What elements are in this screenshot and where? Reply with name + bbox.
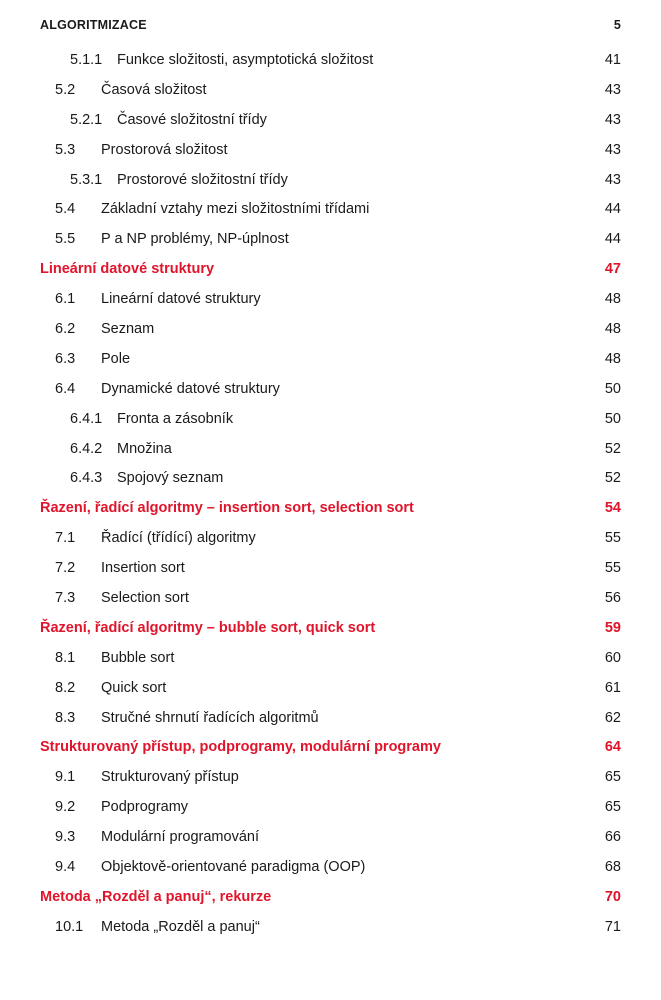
toc-entry-page: 54 [604,500,621,517]
toc-entry-page: 48 [604,291,621,308]
toc-entry-title: Základní vztahy mezi složitostními třídami [101,201,370,218]
toc-entry[interactable] [0,674,661,704]
toc-entry-title: Lineární datové struktury [101,291,261,308]
toc-entry-page: 70 [604,888,621,905]
toc-entry[interactable] [0,405,661,435]
toc-entry[interactable] [0,554,661,584]
toc-entry[interactable] [0,315,661,345]
toc-entry-page: 44 [604,201,621,218]
toc-entry-title: Bubble sort [101,649,175,666]
toc-entry[interactable] [0,195,661,225]
toc-entry-number: 6.4.2 [70,440,103,457]
toc-entry[interactable] [0,584,661,614]
toc-entry-title: Objektově-orientované paradigma (OOP) [101,859,366,876]
toc-chapter-entry[interactable] [0,883,661,913]
toc-entry-page: 62 [604,709,621,726]
toc-entry-number: 5.5 [55,231,76,248]
toc-entry-title: Řazení, řadící algoritmy – bubble sort, quick sort [40,619,376,636]
toc-entry[interactable] [0,136,661,166]
toc-entry-number: 7.2 [55,560,76,577]
page-header [40,16,621,34]
toc-entry-number: 6.4.3 [70,470,103,487]
toc-entry-number: 7.3 [55,590,76,607]
toc-entry-page: 61 [604,679,621,696]
toc-entry-title: Časová složitost [101,81,207,98]
toc-entry[interactable] [0,704,661,734]
toc-entry-page: 41 [604,52,621,68]
toc-entry-number: 5.2 [55,81,76,98]
toc-entry-title: Seznam [101,321,155,338]
toc-entry-title: Modulární programování [101,829,259,846]
toc-entry-title: Selection sort [101,590,189,607]
toc-entry-page: 43 [604,81,621,98]
toc-entry-page: 59 [604,619,621,636]
toc-entry-title: Řadící (třídící) algoritmy [101,530,256,547]
toc-entry-title: Metoda „Rozděl a panuj“, rekurze [40,888,272,905]
toc-entry-number: 6.3 [55,350,76,367]
toc-entry-title: Stručné shrnutí řadících algoritmů [101,709,319,726]
toc-chapter-entry[interactable] [0,614,661,644]
toc-entry-title: Pole [101,350,131,367]
toc-entry-page: 48 [604,350,621,367]
toc-entry[interactable] [0,435,661,465]
toc-entry-number: 6.2 [55,321,76,338]
toc-entry-title: Lineární datové struktury [40,261,215,278]
toc-entry[interactable] [0,763,661,793]
toc-entry-title: Prostorová složitost [101,141,228,158]
toc-entry-number: 5.3.1 [70,171,103,188]
toc-entry[interactable] [0,166,661,196]
toc-chapter-entry[interactable] [0,255,661,285]
toc-entry-number: 9.4 [55,859,76,876]
toc-entry-page: 43 [604,111,621,128]
toc-entry[interactable] [0,913,661,943]
toc-entry-title: P a NP problémy, NP-úplnost [101,231,289,248]
toc-entry[interactable] [0,46,661,76]
toc-entry-number: 7.1 [55,530,76,547]
toc-entry[interactable] [0,285,661,315]
toc-entry-number: 5.4 [55,201,76,218]
toc-entry-page: 47 [604,261,621,278]
toc-entry[interactable] [0,225,661,255]
toc-entry-page: 55 [604,560,621,577]
toc-entry-title: Dynamické datové struktury [101,380,280,397]
document-title: ALGORITMIZACE [40,18,147,32]
toc-entry-number: 9.1 [55,769,76,786]
toc-entry-page: 43 [604,141,621,158]
toc-entry[interactable] [0,375,661,405]
toc-entry-page: 56 [604,590,621,607]
toc-entry-page: 52 [604,470,621,487]
toc-entry-page: 66 [604,829,621,846]
toc-entry-number: 6.4.1 [70,410,103,427]
toc-entry-title: Podprogramy [101,799,189,816]
toc-entry-title: Spojový seznam [117,470,224,487]
toc-entry-title: Metoda „Rozděl a panuj“ [101,918,260,935]
toc-entry-number: 8.2 [55,679,76,696]
toc-entry-number: 5.1.1 [70,52,103,68]
toc-entry-number: 8.1 [55,649,76,666]
toc-entry[interactable] [0,793,661,823]
toc-entry-title: Časové složitostní třídy [117,111,267,128]
toc-entry-title: Strukturovaný přístup, podprogramy, modulární programy [40,739,441,756]
table-of-contents [0,46,661,943]
toc-chapter-entry[interactable] [0,494,661,524]
toc-entry-title: Insertion sort [101,560,185,577]
page-number: 5 [613,18,621,32]
toc-entry-title: Řazení, řadící algoritmy – insertion sort, selection sort [40,500,414,517]
toc-entry-page: 71 [604,918,621,935]
toc-entry-page: 44 [604,231,621,248]
toc-entry-page: 60 [604,649,621,666]
toc-entry-title: Množina [117,440,172,457]
toc-entry-number: 6.1 [55,291,76,308]
toc-entry-page: 50 [604,410,621,427]
toc-entry-page: 68 [604,859,621,876]
toc-entry-page: 55 [604,530,621,547]
toc-entry-number: 10.1 [55,918,84,935]
toc-entry[interactable] [0,464,661,494]
toc-entry-number: 9.3 [55,829,76,846]
toc-entry[interactable] [0,345,661,375]
toc-entry[interactable] [0,644,661,674]
toc-entry[interactable] [0,106,661,136]
toc-entry-title: Fronta a zásobník [117,410,234,427]
toc-entry-page: 65 [604,799,621,816]
toc-entry-number: 9.2 [55,799,76,816]
toc-entry-page: 64 [604,739,621,756]
toc-entry[interactable] [0,853,661,883]
toc-entry-title: Prostorové složitostní třídy [117,171,288,188]
toc-chapter-entry[interactable] [0,733,661,763]
toc-entry-page: 50 [604,380,621,397]
toc-entry[interactable] [0,823,661,853]
toc-entry-title: Quick sort [101,679,167,696]
toc-entry-page: 43 [604,171,621,188]
toc-entry[interactable] [0,524,661,554]
toc-entry-number: 6.4 [55,380,76,397]
toc-entry-number: 8.3 [55,709,76,726]
toc-entry-page: 65 [604,769,621,786]
toc-entry-number: 5.2.1 [70,111,103,128]
toc-entry-number: 5.3 [55,141,76,158]
toc-entry-title: Funkce složitosti, asymptotická složitost [117,52,374,68]
toc-entry-page: 48 [604,321,621,338]
toc-entry-page: 52 [604,440,621,457]
toc-entry-title: Strukturovaný přístup [101,769,239,786]
toc-entry[interactable] [0,76,661,106]
